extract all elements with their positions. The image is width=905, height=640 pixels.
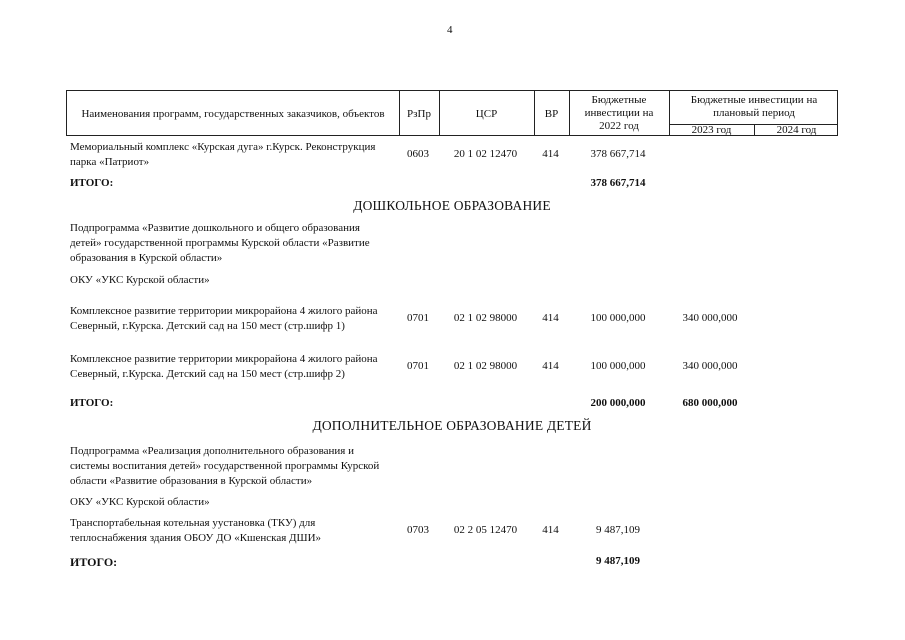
cell-2022: 9 487,109 xyxy=(596,524,640,536)
cell-csr: 02 2 05 12470 xyxy=(453,524,518,536)
object-name xyxy=(70,516,400,546)
total-label: ИТОГО: xyxy=(70,555,118,569)
object-name-line: Комплексное развитие территории микрорайона 4 жилого района xyxy=(70,305,378,317)
subprogram-text xyxy=(70,221,400,266)
header-inv-2022-line: Бюджетные xyxy=(591,94,647,106)
table-header xyxy=(66,90,838,136)
total-label: ИТОГО: xyxy=(70,397,114,409)
cell-rzpr: 0701 xyxy=(407,360,429,372)
object-name xyxy=(70,304,400,334)
subprogram-line: Подпрограмма «Развитие дошкольного и общего образования xyxy=(70,222,360,234)
cell-rzpr: 0701 xyxy=(407,312,429,324)
cell-2022: 100 000,000 xyxy=(590,360,646,372)
object-name-line: теплоснабжения здания ОБОУ ДО «Кшенская ДШИ» xyxy=(70,532,322,544)
header-planned xyxy=(669,94,839,120)
cell-csr: 02 1 02 98000 xyxy=(453,360,518,372)
total-2022: 9 487,109 xyxy=(596,555,640,567)
subprogram-line: детей» государственной программы Курской области «Развитие xyxy=(70,237,370,249)
section-title: ДОШКОЛЬНОЕ ОБРАЗОВАНИЕ xyxy=(353,198,551,213)
customer-name: ОКУ «УКС Курской области» xyxy=(70,274,210,286)
header-inv-2022-line: инвестиции на xyxy=(584,107,654,119)
subprogram-line: образования в Курской области» xyxy=(70,252,223,264)
cell-csr: 20 1 02 12470 xyxy=(453,148,518,160)
page-number: 4 xyxy=(447,24,453,36)
cell-rzpr: 0603 xyxy=(407,148,429,160)
subprogram-line: системы воспитания детей» государственной программы Курской xyxy=(70,460,380,472)
object-name-line: парка «Патриот» xyxy=(70,156,150,168)
header-rzpr: РзПр xyxy=(407,108,431,120)
object-name-line: Транспортабельная котельная уустановка (ТКУ) для xyxy=(70,517,316,529)
cell-vr: 414 xyxy=(542,312,559,324)
total-2023: 680 000,000 xyxy=(682,397,738,409)
subprogram-line: Подпрограмма «Реализация дополнительного образования и xyxy=(70,445,354,457)
object-name-line: Мемориальный комплекс «Курская дуга» г.Курск. Реконструкция xyxy=(70,141,376,153)
cell-vr: 414 xyxy=(542,148,559,160)
header-name: Наименования программ, государственных заказчиков, объектов xyxy=(81,108,385,120)
cell-rzpr: 0703 xyxy=(407,524,429,536)
header-2023: 2023 год xyxy=(691,124,732,136)
cell-2022: 100 000,000 xyxy=(590,312,646,324)
header-planned-line: плановый период xyxy=(713,107,795,119)
header-2024: 2024 год xyxy=(776,124,817,136)
object-name-line: Комплексное развитие территории микрорайона 4 жилого района xyxy=(70,353,378,365)
header-inv-2022-line: 2022 год xyxy=(599,120,639,132)
object-name-line: Северный, г.Курска. Детский сад на 150 мест (стр.шифр 2) xyxy=(70,368,345,380)
subprogram-text xyxy=(70,444,400,489)
cell-vr: 414 xyxy=(542,524,559,536)
cell-vr: 414 xyxy=(542,360,559,372)
total-2022: 378 667,714 xyxy=(590,177,646,189)
object-name xyxy=(70,352,400,382)
cell-2023: 340 000,000 xyxy=(682,360,738,372)
object-name xyxy=(70,140,400,170)
total-2022: 200 000,000 xyxy=(590,397,646,409)
object-name-line: Северный, г.Курска. Детский сад на 150 мест (стр.шифр 1) xyxy=(70,320,345,332)
header-inv-2022 xyxy=(569,94,669,133)
cell-2022: 378 667,714 xyxy=(590,148,646,160)
header-planned-line: Бюджетные инвестиции на xyxy=(690,94,818,106)
cell-csr: 02 1 02 98000 xyxy=(453,312,518,324)
customer-name: ОКУ «УКС Курской области» xyxy=(70,496,210,508)
header-vr: ВР xyxy=(544,108,559,120)
subprogram-line: области «Развитие образования в Курской области» xyxy=(70,475,313,487)
section-title: ДОПОЛНИТЕЛЬНОЕ ОБРАЗОВАНИЕ ДЕТЕЙ xyxy=(312,418,592,433)
header-csr: ЦСР xyxy=(475,108,498,120)
total-label: ИТОГО: xyxy=(70,177,114,189)
cell-2023: 340 000,000 xyxy=(682,312,738,324)
